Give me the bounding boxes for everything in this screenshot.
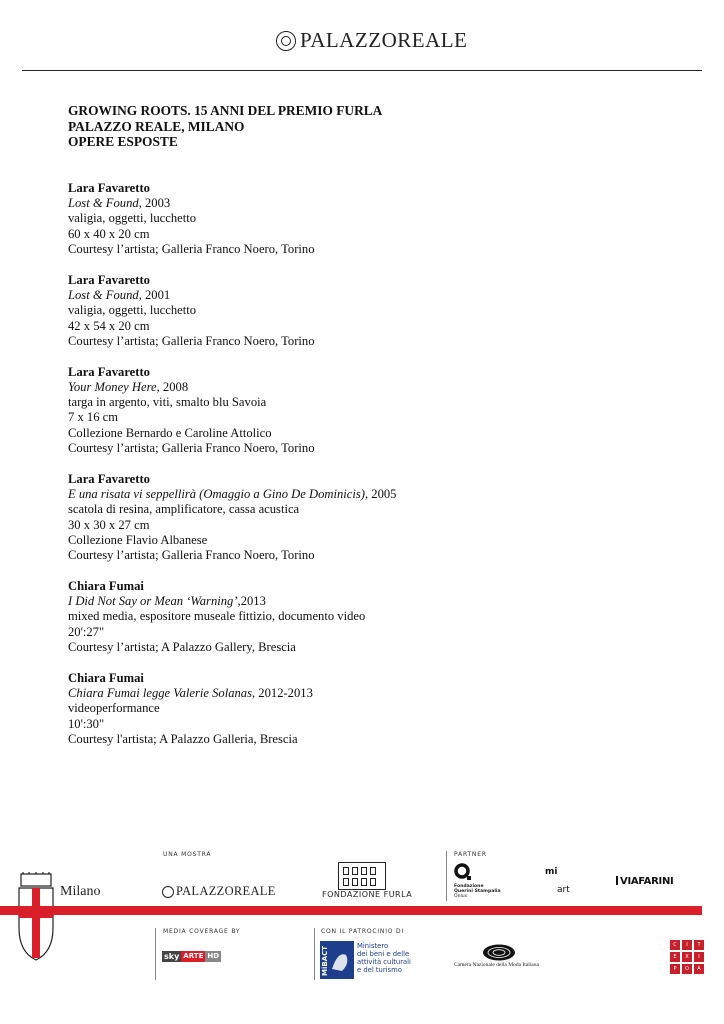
label-una-mostra: UNA MOSTRA (163, 851, 212, 858)
miart-logo-top: mi (545, 867, 558, 877)
work-detail: Courtesy l’artista; Galleria Franco Noero, Torino (68, 333, 315, 348)
work-year: , 2003 (138, 196, 171, 211)
sky-arte-hd-logo: sky ARTE HD (164, 951, 220, 961)
work-detail: Courtesy l’artista; Galleria Franco Noero, Torino (68, 241, 315, 256)
work-detail: 10':30" (68, 716, 105, 731)
crest-icon (162, 886, 174, 898)
mibact-text: Ministero dei beni e delle attività culturali e del turismo (357, 942, 411, 974)
work-detail: valigia, oggetti, lucchetto (68, 303, 196, 318)
footer-divider (446, 851, 447, 901)
fondazione-furla-name: FONDAZIONE FURLA (322, 890, 413, 899)
artist-name: Lara Favaretto (68, 272, 150, 287)
work-detail: Collezione Flavio Albanese (68, 532, 208, 547)
work-title: Your Money Here (68, 379, 157, 394)
artwork-entry (68, 579, 668, 655)
artwork-list (68, 181, 668, 747)
cnmi-emblem-icon (482, 944, 516, 961)
artist-name: Lara Favaretto (68, 471, 150, 486)
title-line: GROWING ROOTS. 15 ANNI DEL PREMIO FURLA (68, 103, 383, 118)
querini-stampalia-icon (454, 863, 472, 881)
work-detail: Courtesy l’artista; A Palazzo Gallery, Brescia (68, 640, 296, 655)
mibact-vertical-text: MiBACT (321, 945, 329, 976)
city-expo-letter: I (682, 940, 692, 950)
work-detail: 20':27" (68, 624, 105, 639)
work-detail: Courtesy l'artista; A Palazzo Galleria, Brescia (68, 731, 298, 746)
work-detail: valigia, oggetti, lucchetto (68, 211, 196, 226)
artwork-entry (68, 365, 668, 457)
work-detail: 7 x 16 cm (68, 410, 119, 425)
artist-name: Chiara Fumai (68, 670, 144, 685)
city-expo-letter: O (682, 964, 692, 974)
city-expo-logo (670, 940, 704, 974)
miart-logo-bottom: art (557, 885, 570, 895)
work-detail: Collezione Bernardo e Caroline Attolico (68, 425, 272, 440)
artist-name: Chiara Fumai (68, 578, 144, 593)
title-line: OPERE ESPOSTE (68, 134, 178, 150)
artwork-entry (68, 273, 668, 349)
fondazione-furla-building-icon (338, 862, 386, 890)
footer-red-band (0, 906, 702, 915)
work-title-line (68, 380, 668, 395)
logo-text: PALAZZOREALE (300, 28, 468, 52)
work-year: 2005 (368, 487, 397, 501)
work-detail: Courtesy l’artista; Galleria Franco Noero, Torino (68, 441, 315, 456)
city-expo-letter: T (694, 940, 704, 950)
milano-crest-icon (15, 872, 57, 962)
document-title (68, 103, 668, 150)
work-detail: targa in argento, viti, smalto blu Savoia (68, 395, 267, 410)
cnmi-name: Camera Nazionale della Moda Italiana (454, 962, 539, 968)
label-media-coverage: MEDIA COVERAGE BY (163, 928, 241, 935)
work-title-line (68, 594, 668, 609)
city-expo-letter: P (670, 964, 680, 974)
artwork-entry (68, 181, 668, 257)
footer-divider (314, 928, 315, 980)
querini-stampalia-text: Fondazione Querini Stampalia Onlus (454, 884, 501, 899)
palazzo-reale-small-logo: PALAZZOREALE (162, 884, 276, 899)
work-detail: mixed media, espositore museale fittizio, documento video (68, 609, 366, 624)
viafarini-logo: VIAFARINI (616, 876, 673, 887)
work-title-line (68, 288, 668, 303)
artist-name: Lara Favaretto (68, 180, 150, 195)
city-expo-letter: E (670, 952, 680, 962)
city-expo-letter: A (694, 964, 704, 974)
work-title: Lost & Found (68, 196, 139, 211)
footer-divider (155, 928, 156, 980)
palazzo-reale-logo (276, 28, 467, 53)
work-detail: 42 x 54 x 20 cm (68, 318, 150, 333)
work-title-line (68, 196, 668, 211)
crest-icon (276, 31, 296, 51)
work-title: E una risata vi seppellirà (Omaggio a Gino De Dominicis), (68, 487, 369, 501)
work-title: Lost & Found (68, 287, 139, 302)
city-expo-letter: C (670, 940, 680, 950)
artwork-entry (68, 472, 668, 564)
artist-name: Lara Favaretto (68, 364, 150, 379)
artwork-entry (68, 671, 668, 747)
work-year: , 2012-2013 (252, 686, 313, 701)
work-detail: scatola di resina, amplificatore, cassa acustica (68, 502, 300, 517)
city-expo-letter: X (682, 952, 692, 962)
header-divider (22, 70, 702, 71)
label-partner: PARTNER (454, 851, 487, 858)
city-expo-letter: I (694, 952, 704, 962)
label-patrocinio: CON IL PATROCINIO DI (321, 928, 404, 935)
work-year: ,2013 (237, 594, 266, 609)
work-year: , 2001 (138, 287, 171, 302)
work-detail: Courtesy l’artista; Galleria Franco Noero, Torino (68, 548, 315, 563)
work-title: Chiara Fumai legge Valerie Solanas (68, 686, 252, 701)
work-title: I Did Not Say or Mean ‘Warning’ (68, 594, 238, 609)
work-title-line (68, 686, 668, 701)
work-year: , 2008 (156, 379, 189, 394)
title-line: PALAZZO REALE, MILANO (68, 118, 245, 134)
work-title-line (68, 487, 668, 502)
work-detail: 60 x 40 x 20 cm (68, 226, 150, 241)
document-body (68, 103, 668, 763)
milano-wordmark: Milano (60, 884, 101, 899)
work-detail: videoperformance (68, 701, 160, 716)
work-detail: 30 x 30 x 27 cm (68, 517, 150, 532)
